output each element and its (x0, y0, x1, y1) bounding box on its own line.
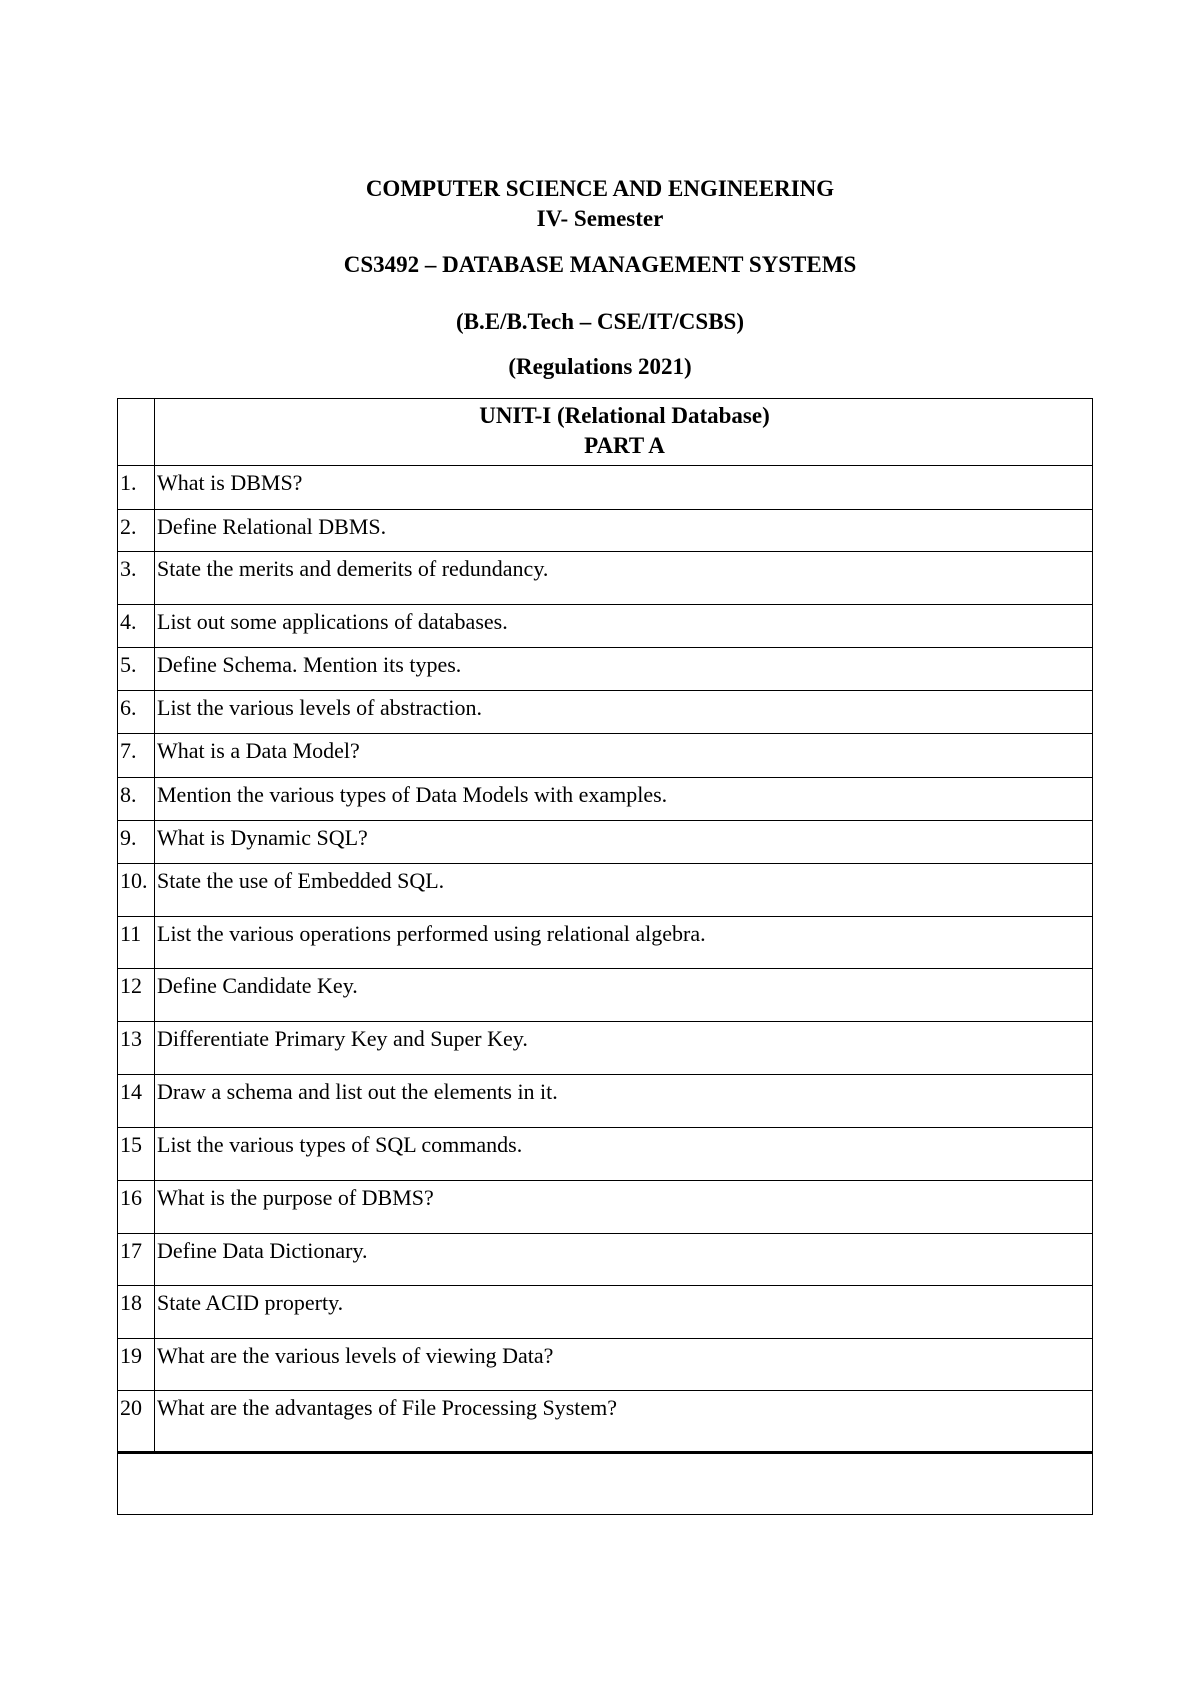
table-row (118, 1075, 1093, 1128)
table-row (118, 1286, 1093, 1339)
question-number: 1. (118, 466, 155, 510)
regulations-heading: (Regulations 2021) (508, 354, 692, 379)
program-heading: (B.E/B.Tech – CSE/IT/CSBS) (455, 309, 745, 334)
question-text: What is Dynamic SQL? (155, 821, 1093, 864)
question-text: List the various levels of abstraction. (155, 691, 1093, 734)
question-number: 8. (118, 778, 155, 821)
table-row (118, 466, 1093, 510)
table-row (118, 864, 1093, 917)
blank-footer-cell (118, 1453, 1093, 1515)
question-number: 2. (118, 510, 155, 552)
question-text: Draw a schema and list out the elements in it. (155, 1075, 1093, 1128)
question-number: 4. (118, 605, 155, 648)
question-text: What are the various levels of viewing Data? (155, 1339, 1093, 1391)
question-number: 17 (118, 1234, 155, 1286)
table-row (118, 605, 1093, 648)
question-number: 19 (118, 1339, 155, 1391)
question-number: 3. (118, 552, 155, 605)
table-row (118, 1339, 1093, 1391)
table-row (118, 778, 1093, 821)
table-row (118, 1234, 1093, 1286)
question-number: 7. (118, 734, 155, 778)
question-number: 18 (118, 1286, 155, 1339)
question-text: List the various operations performed using relational algebra. (155, 917, 1093, 969)
question-number: 6. (118, 691, 155, 734)
unit-header-cell (155, 399, 1093, 466)
question-number: 14 (118, 1075, 155, 1128)
question-text: Differentiate Primary Key and Super Key. (155, 1022, 1093, 1075)
semester-heading: IV- Semester (536, 206, 664, 231)
unit-header-row (118, 399, 1093, 466)
questions-table (117, 398, 1093, 1515)
table-row (118, 1391, 1093, 1453)
question-text: What is DBMS? (155, 466, 1093, 510)
table-row (118, 552, 1093, 605)
table-row (118, 1181, 1093, 1234)
table-row (118, 1128, 1093, 1181)
question-number: 16 (118, 1181, 155, 1234)
unit-title: UNIT-I (Relational Database) (479, 403, 770, 428)
question-text: State the merits and demerits of redundancy. (155, 552, 1093, 605)
table-row (118, 917, 1093, 969)
question-number: 10. (118, 864, 155, 917)
question-number: 13 (118, 1022, 155, 1075)
table-row (118, 1022, 1093, 1075)
table-row (118, 691, 1093, 734)
question-text: Define Schema. Mention its types. (155, 648, 1093, 691)
question-text: Define Candidate Key. (155, 969, 1093, 1022)
question-text: Mention the various types of Data Models with examples. (155, 778, 1093, 821)
question-text: What is a Data Model? (155, 734, 1093, 778)
question-number: 20 (118, 1391, 155, 1453)
table-row (118, 734, 1093, 778)
course-heading: CS3492 – DATABASE MANAGEMENT SYSTEMS (343, 252, 857, 277)
table-row (118, 510, 1093, 552)
question-text: Define Relational DBMS. (155, 510, 1093, 552)
question-number: 11 (118, 917, 155, 969)
question-text: Define Data Dictionary. (155, 1234, 1093, 1286)
table-row (118, 969, 1093, 1022)
table-row (118, 648, 1093, 691)
blank-footer-row (118, 1453, 1093, 1515)
question-number: 9. (118, 821, 155, 864)
department-heading: COMPUTER SCIENCE AND ENGINEERING (365, 176, 835, 201)
question-number: 12 (118, 969, 155, 1022)
question-number: 5. (118, 648, 155, 691)
question-text: List the various types of SQL commands. (155, 1128, 1093, 1181)
unit-header-num-cell (118, 399, 155, 466)
question-text: List out some applications of databases. (155, 605, 1093, 648)
question-text: State ACID property. (155, 1286, 1093, 1339)
question-text: What are the advantages of File Processing System? (155, 1391, 1093, 1453)
question-number: 15 (118, 1128, 155, 1181)
unit-part: PART A (584, 433, 665, 458)
question-text: What is the purpose of DBMS? (155, 1181, 1093, 1234)
question-text: State the use of Embedded SQL. (155, 864, 1093, 917)
table-row (118, 821, 1093, 864)
